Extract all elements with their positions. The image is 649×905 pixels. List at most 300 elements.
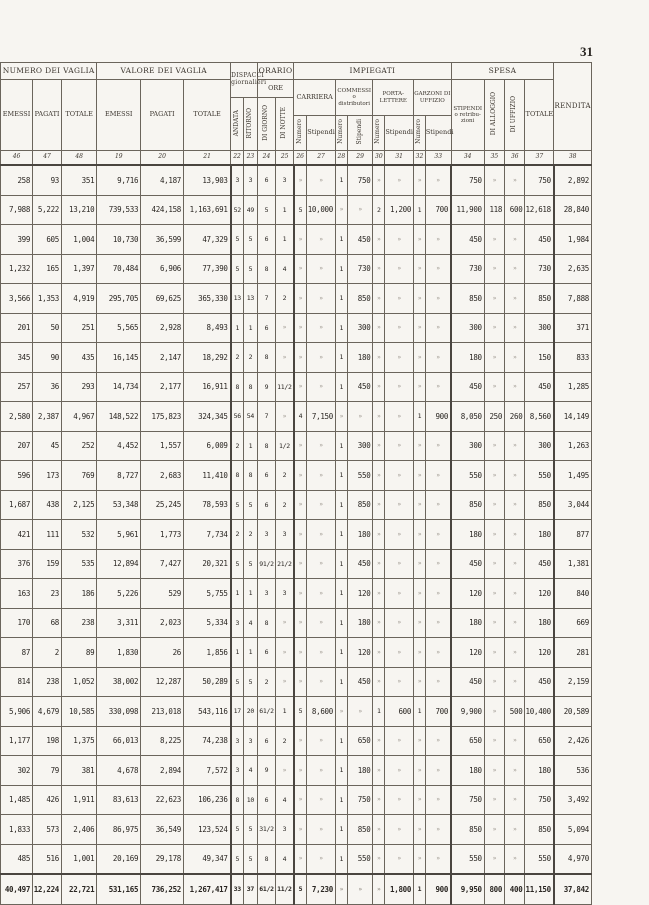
table-cell: » — [425, 785, 451, 815]
table-cell: 10,000 — [307, 195, 336, 225]
table-cell: 605 — [33, 225, 62, 255]
table-cell: » — [484, 667, 504, 697]
table-cell: » — [294, 844, 307, 874]
table-cell: » — [294, 520, 307, 550]
table-cell: 9 — [257, 372, 275, 402]
table-cell: 4 — [294, 402, 307, 432]
table-cell: 400 — [505, 874, 525, 904]
table-row — [1, 608, 592, 638]
table-cell: 13 — [231, 284, 244, 314]
table-cell: 91/2 — [257, 549, 275, 579]
table-row — [1, 520, 592, 550]
table-cell: » — [414, 284, 426, 314]
table-cell: 485 — [1, 844, 33, 874]
table-cell: 5 — [231, 667, 244, 697]
table-cell: 8,600 — [307, 697, 336, 727]
table-cell: 6 — [257, 726, 275, 756]
table-cell: 769 — [62, 461, 97, 491]
table-cell: 450 — [347, 372, 373, 402]
table-cell: 7,150 — [307, 402, 336, 432]
table-cell: » — [373, 490, 385, 520]
table-cell: 61/2 — [257, 697, 275, 727]
table-cell: » — [484, 490, 504, 520]
table-cell: 739,533 — [97, 195, 141, 225]
table-cell: 1 — [414, 402, 426, 432]
table-cell: 536 — [554, 756, 592, 786]
table-cell: 3 — [231, 726, 244, 756]
col-numero-portalettere — [373, 116, 385, 151]
table-cell: 300 — [451, 431, 484, 461]
table-cell: 17 — [231, 697, 244, 727]
table-cell: 7,734 — [184, 520, 231, 550]
table-cell: 531,165 — [97, 874, 141, 904]
table-cell: 750 — [525, 165, 554, 195]
table-cell: 250 — [484, 402, 504, 432]
table-cell: 50 — [33, 313, 62, 343]
table-cell: 1 — [335, 284, 347, 314]
table-cell: » — [505, 579, 525, 609]
table-cell: 900 — [425, 874, 451, 904]
table-cell: » — [505, 254, 525, 284]
table-cell: 2,683 — [141, 461, 184, 491]
table-cell: » — [425, 549, 451, 579]
table-cell: » — [373, 461, 385, 491]
table-cell: » — [414, 431, 426, 461]
table-cell: 2,023 — [141, 608, 184, 638]
table-cell: 1 — [335, 608, 347, 638]
sub-portalettere: PORTA-LETTERE — [373, 80, 414, 116]
table-cell: » — [484, 726, 504, 756]
table-cell: 1 — [335, 372, 347, 402]
table-cell: » — [373, 225, 385, 255]
table-row — [1, 313, 592, 343]
table-cell: » — [373, 254, 385, 284]
table-cell: 3 — [276, 815, 294, 845]
column-number-row — [1, 151, 592, 166]
table-cell: » — [294, 343, 307, 373]
table-cell: » — [276, 343, 294, 373]
table-cell: 550 — [451, 461, 484, 491]
table-cell: 180 — [451, 608, 484, 638]
table-cell: 4,452 — [97, 431, 141, 461]
table-cell: » — [425, 461, 451, 491]
table-cell: » — [373, 579, 385, 609]
table-cell: 2,406 — [62, 815, 97, 845]
table-cell: » — [425, 667, 451, 697]
table-cell: 371 — [554, 313, 592, 343]
table-cell: 850 — [525, 815, 554, 845]
table-cell: » — [373, 431, 385, 461]
table-cell: 2,580 — [1, 402, 33, 432]
table-cell: 5 — [231, 815, 244, 845]
table-cell: » — [414, 667, 426, 697]
table-cell: 20 — [243, 697, 257, 727]
table-cell: » — [425, 165, 451, 195]
table-cell: 12,224 — [33, 874, 62, 904]
table-row — [1, 372, 592, 402]
table-cell: 730 — [451, 254, 484, 284]
table-cell: 28,840 — [554, 195, 592, 225]
table-cell: » — [373, 756, 385, 786]
table-cell: » — [385, 343, 414, 373]
table-cell: 9,900 — [451, 697, 484, 727]
table-cell: » — [414, 756, 426, 786]
table-cell: 1 — [335, 756, 347, 786]
table-cell: » — [484, 785, 504, 815]
table-cell: » — [347, 874, 373, 904]
table-cell: » — [294, 667, 307, 697]
table-cell: 1 — [335, 431, 347, 461]
group-spesa: SPESA — [451, 63, 554, 80]
table-cell: 207 — [1, 431, 33, 461]
table-cell: 550 — [347, 844, 373, 874]
table-cell: 450 — [525, 549, 554, 579]
table-cell: 2,892 — [554, 165, 592, 195]
table-cell: 8 — [231, 785, 244, 815]
table-cell: 3,492 — [554, 785, 592, 815]
table-row — [1, 402, 592, 432]
table-cell: 2 — [243, 520, 257, 550]
table-cell: 450 — [347, 549, 373, 579]
table-cell: 1,687 — [1, 490, 33, 520]
table-cell: 213,018 — [141, 697, 184, 727]
table-cell: 120 — [525, 579, 554, 609]
table-cell: 1,495 — [554, 461, 592, 491]
table-cell: 1 — [243, 313, 257, 343]
table-cell: 1,375 — [62, 726, 97, 756]
table-cell: » — [425, 490, 451, 520]
table-cell: » — [414, 225, 426, 255]
table-cell: 2,928 — [141, 313, 184, 343]
table-cell: 376 — [1, 549, 33, 579]
table-cell: 251 — [62, 313, 97, 343]
table-cell: » — [373, 608, 385, 638]
table-cell: » — [294, 284, 307, 314]
table-cell: » — [505, 549, 525, 579]
table-cell: 37,842 — [554, 874, 592, 904]
group-numero-vaglia: NUMERO DEI VAGLIA — [1, 63, 97, 80]
table-cell: 450 — [451, 549, 484, 579]
table-cell: » — [385, 313, 414, 343]
table-cell: » — [414, 461, 426, 491]
table-cell: » — [373, 844, 385, 874]
table-cell: 2 — [276, 726, 294, 756]
column-number: 48 — [62, 151, 97, 166]
table-cell: 3 — [231, 756, 244, 786]
table-cell: 532 — [62, 520, 97, 550]
table-cell: » — [505, 461, 525, 491]
table-cell: » — [425, 815, 451, 845]
table-cell: 1,833 — [1, 815, 33, 845]
table-cell: 600 — [505, 195, 525, 225]
table-cell: 8 — [257, 431, 275, 461]
table-cell: 38,002 — [97, 667, 141, 697]
table-cell: 238 — [33, 667, 62, 697]
table-cell: 1 — [373, 697, 385, 727]
table-cell: 6,906 — [141, 254, 184, 284]
table-cell: 1 — [335, 785, 347, 815]
table-cell: » — [294, 461, 307, 491]
table-cell: 14,734 — [97, 372, 141, 402]
table-cell: 87 — [1, 638, 33, 668]
sub-alloggio-label: DI ALLOGGIO — [489, 92, 497, 136]
table-cell: » — [484, 638, 504, 668]
table-cell: 535 — [62, 549, 97, 579]
table-cell: 1,773 — [141, 520, 184, 550]
table-cell: 1,267,417 — [184, 874, 231, 904]
table-cell: 16,145 — [97, 343, 141, 373]
table-cell: 93 — [33, 165, 62, 195]
table-cell: 814 — [1, 667, 33, 697]
table-cell: » — [276, 667, 294, 697]
table-cell: » — [307, 313, 336, 343]
table-cell: 13,210 — [62, 195, 97, 225]
table-cell: » — [335, 195, 347, 225]
table-cell: 170 — [1, 608, 33, 638]
table-cell: 1 — [243, 638, 257, 668]
column-number: 27 — [307, 151, 336, 166]
table-cell: 36,549 — [141, 815, 184, 845]
table-cell: » — [414, 815, 426, 845]
table-cell: 3 — [257, 579, 275, 609]
table-cell: 424,158 — [141, 195, 184, 225]
table-cell: » — [425, 579, 451, 609]
table-cell: 175,823 — [141, 402, 184, 432]
table-cell: 1/2 — [276, 431, 294, 461]
table-cell: 550 — [347, 461, 373, 491]
table-cell: » — [385, 461, 414, 491]
col-numero-portalettere-label: Numero — [374, 119, 382, 145]
table-cell: 25,245 — [141, 490, 184, 520]
table-row — [1, 667, 592, 697]
table-cell: 12,287 — [141, 667, 184, 697]
column-number: 26 — [294, 151, 307, 166]
col-numero-carriera — [294, 116, 307, 151]
table-cell: 1 — [243, 579, 257, 609]
table-cell: 252 — [62, 431, 97, 461]
table-cell: 12,618 — [525, 195, 554, 225]
table-cell: 90 — [33, 343, 62, 373]
table-cell: 450 — [525, 225, 554, 255]
table-cell: » — [373, 284, 385, 314]
table-cell: 4,970 — [554, 844, 592, 874]
table-cell: 258 — [1, 165, 33, 195]
sub-uffizio-label: DI UFFIZIO — [510, 95, 518, 132]
table-cell: » — [484, 461, 504, 491]
table-cell: 1,177 — [1, 726, 33, 756]
col-numero-commessi-label: Numero — [336, 119, 344, 145]
table-cell: 5 — [243, 815, 257, 845]
table-cell: » — [294, 254, 307, 284]
table-cell: 850 — [347, 815, 373, 845]
table-cell: » — [425, 520, 451, 550]
table-cell: 1,353 — [33, 284, 62, 314]
table-cell: 180 — [525, 756, 554, 786]
table-cell: 10,730 — [97, 225, 141, 255]
column-number: 35 — [484, 151, 504, 166]
table-cell: 750 — [451, 785, 484, 815]
table-cell: » — [307, 667, 336, 697]
table-cell: 7 — [257, 284, 275, 314]
table-cell: 833 — [554, 343, 592, 373]
column-number: 24 — [257, 151, 275, 166]
table-cell: » — [505, 815, 525, 845]
table-cell: 1 — [335, 667, 347, 697]
table-cell: 516 — [33, 844, 62, 874]
table-cell: 3 — [231, 165, 244, 195]
table-cell: » — [373, 667, 385, 697]
table-cell: 3,044 — [554, 490, 592, 520]
col-numero-garzoni-label: Numero — [415, 119, 423, 145]
table-cell: 8 — [257, 343, 275, 373]
table-cell: » — [307, 343, 336, 373]
table-cell: 5,755 — [184, 579, 231, 609]
table-cell: 120 — [451, 579, 484, 609]
sub-carriera: CARRIERA — [294, 80, 336, 116]
table-row — [1, 815, 592, 845]
table-cell: 9,716 — [97, 165, 141, 195]
table-row — [1, 697, 592, 727]
table-cell: 5,961 — [97, 520, 141, 550]
table-cell: » — [347, 402, 373, 432]
table-cell: 543,116 — [184, 697, 231, 727]
table-cell: » — [414, 785, 426, 815]
col-emessi: EMESSI — [1, 80, 33, 151]
table-cell: » — [484, 313, 504, 343]
table-cell: 850 — [451, 490, 484, 520]
table-cell: » — [385, 608, 414, 638]
table-cell: » — [484, 756, 504, 786]
table-cell: 1 — [231, 638, 244, 668]
table-cell: 180 — [525, 520, 554, 550]
table-cell: » — [373, 402, 385, 432]
table-cell: 180 — [525, 608, 554, 638]
table-cell: 5 — [243, 225, 257, 255]
table-cell: 5 — [231, 490, 244, 520]
table-cell: 10 — [243, 785, 257, 815]
table-cell: » — [307, 638, 336, 668]
table-cell: 180 — [347, 343, 373, 373]
table-cell: 330,098 — [97, 697, 141, 727]
table-cell: 1,397 — [62, 254, 97, 284]
table-cell: » — [385, 165, 414, 195]
table-cell: 257 — [1, 372, 33, 402]
table-cell: 163 — [1, 579, 33, 609]
table-cell: » — [373, 520, 385, 550]
column-number: 31 — [385, 151, 414, 166]
table-cell: 120 — [347, 579, 373, 609]
col-numero-garzoni — [414, 116, 426, 151]
table-cell: 650 — [525, 726, 554, 756]
table-cell: » — [294, 490, 307, 520]
table-cell: 118 — [484, 195, 504, 225]
col-valore-pagati: PAGATI — [141, 80, 184, 151]
table-cell: » — [385, 225, 414, 255]
sub-commessi: COMMESSI o distributori — [335, 80, 372, 116]
table-cell: » — [385, 726, 414, 756]
table-cell: 8 — [257, 254, 275, 284]
table-cell: 106,236 — [184, 785, 231, 815]
table-cell: 850 — [347, 490, 373, 520]
table-cell: 3 — [276, 520, 294, 550]
page-number: 31 — [580, 44, 593, 59]
table-cell: 669 — [554, 608, 592, 638]
table-cell: 345 — [1, 343, 33, 373]
col-andata — [231, 98, 244, 151]
table-row — [1, 343, 592, 373]
table-cell: » — [505, 667, 525, 697]
table-cell: 238 — [62, 608, 97, 638]
table-cell: 2,894 — [141, 756, 184, 786]
table-cell: » — [373, 165, 385, 195]
table-cell: 750 — [347, 165, 373, 195]
column-number: 23 — [243, 151, 257, 166]
table-cell: 3,311 — [97, 608, 141, 638]
table-cell: » — [414, 520, 426, 550]
col-numero-commessi — [335, 116, 347, 151]
table-cell: » — [276, 608, 294, 638]
table-cell: 10,585 — [62, 697, 97, 727]
table-cell: 3 — [276, 579, 294, 609]
table-cell: 7,988 — [1, 195, 33, 225]
table-cell: » — [425, 284, 451, 314]
table-cell: 7 — [257, 402, 275, 432]
table-cell: 1,557 — [141, 431, 184, 461]
table-cell: 2 — [243, 343, 257, 373]
column-number: 20 — [141, 151, 184, 166]
table-cell: 750 — [347, 785, 373, 815]
table-cell: » — [505, 844, 525, 874]
table-cell: 86,975 — [97, 815, 141, 845]
table-cell: 730 — [525, 254, 554, 284]
table-cell: » — [414, 844, 426, 874]
group-header-row — [1, 63, 592, 80]
col-stipendi-garzoni: Stipendi — [425, 116, 451, 151]
table-cell: » — [385, 844, 414, 874]
table-cell: 1 — [243, 431, 257, 461]
table-cell: 3 — [257, 520, 275, 550]
table-cell: 120 — [525, 638, 554, 668]
col-numero-carriera-label: Numero — [295, 119, 303, 145]
table-cell: » — [307, 756, 336, 786]
col-di-notte-label: DI NOTTE — [280, 106, 288, 139]
table-cell: 5 — [243, 549, 257, 579]
table-cell: 49 — [243, 195, 257, 225]
table-cell: » — [385, 402, 414, 432]
table-cell: 5 — [231, 844, 244, 874]
table-cell: 1 — [276, 225, 294, 255]
table-cell: » — [414, 490, 426, 520]
table-cell: 2,387 — [33, 402, 62, 432]
table-cell: 450 — [347, 667, 373, 697]
table-cell: » — [425, 756, 451, 786]
table-cell: 36 — [33, 372, 62, 402]
table-cell: » — [307, 225, 336, 255]
table-cell: » — [373, 549, 385, 579]
table-cell: » — [425, 844, 451, 874]
table-cell: 180 — [347, 520, 373, 550]
table-cell: 1,800 — [385, 874, 414, 904]
table-cell: » — [307, 284, 336, 314]
table-cell: 198 — [33, 726, 62, 756]
table-cell: 5 — [243, 490, 257, 520]
total-row — [1, 874, 592, 904]
table-cell: 450 — [451, 225, 484, 255]
table-cell: » — [373, 638, 385, 668]
table-cell: 8,560 — [525, 402, 554, 432]
table-cell: » — [294, 608, 307, 638]
table-cell: » — [307, 254, 336, 284]
